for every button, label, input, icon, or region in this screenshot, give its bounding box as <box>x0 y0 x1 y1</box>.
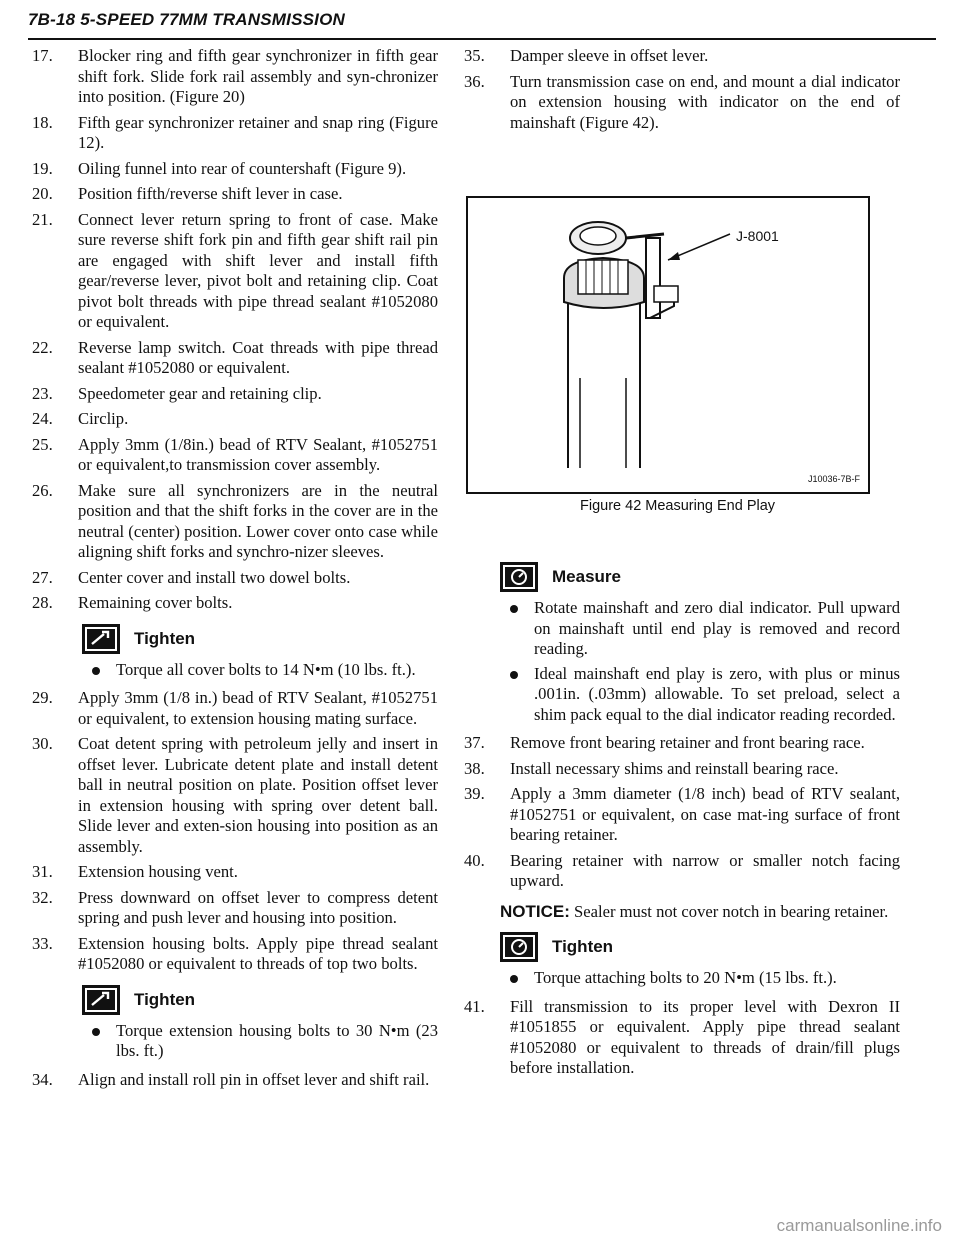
right-steps-c <box>460 997 900 1079</box>
step-text: Apply 3mm (1/8 in.) bead of RTV Sealant, #1052751 or equivalent, to extension housing mating surface. <box>78 688 438 728</box>
step-number: 32. <box>32 887 53 907</box>
step-number: 28. <box>32 593 53 612</box>
left-steps-b <box>28 688 438 975</box>
step-item <box>28 184 438 205</box>
figure-42 <box>466 196 870 494</box>
step-number: 34. <box>32 1069 53 1089</box>
step-text: Install necessary shims and reinstall bearing race. <box>510 758 839 778</box>
step-number: 37. <box>464 733 485 752</box>
page-header <box>28 8 936 40</box>
step-text: Coat detent spring with petroleum jelly and insert in offset lever. Lubricate detent plate and install detent ball in neutral position on plate. Position offset lever in extension housing with spring over detent ball. Slide lever and exten-sion housing into position as an assembly. <box>78 734 438 856</box>
right-steps-b <box>460 733 900 892</box>
step-item <box>28 888 438 929</box>
tighten-heading <box>500 932 900 962</box>
tighten-bullet: Torque all cover bolts to 14 N•m (10 lbs. ft.). <box>82 660 438 681</box>
step-text: Align and install roll pin in offset lever and shift rail. <box>78 1069 430 1089</box>
step-text: Remove front bearing retainer and front bearing race. <box>510 733 865 752</box>
step-item <box>460 997 900 1079</box>
step-text: Blocker ring and fifth gear synchronizer in fifth gear shift fork. Slide fork rail assembly and syn-chronizer into position. (Figure 20) <box>78 46 438 106</box>
dial-indicator-illustration <box>468 198 868 492</box>
step-text: Oiling funnel into rear of countershaft (Figure 9). <box>78 158 407 178</box>
left-steps-c <box>28 1070 438 1091</box>
bullet-dot-icon <box>92 1028 100 1036</box>
step-item <box>28 46 438 108</box>
step-number: 41. <box>464 996 485 1016</box>
tighten-label: Tighten <box>134 989 196 1009</box>
step-item <box>28 113 438 154</box>
step-item <box>28 481 438 563</box>
step-item <box>460 784 900 846</box>
step-item <box>460 72 900 134</box>
page-title: 7B-18 5-SPEED 77MM TRANSMISSION <box>28 10 345 29</box>
figure-caption: Figure 42 Measuring End Play <box>580 498 776 514</box>
step-number: 38. <box>464 758 485 778</box>
watermark: carmanualsonline.info <box>776 1216 942 1235</box>
tighten-bullet: Torque attaching bolts to 20 N•m (15 lbs. ft.). <box>500 968 900 989</box>
notice-label: NOTICE: <box>500 901 570 921</box>
notice <box>500 902 900 923</box>
step-number: 30. <box>32 734 53 753</box>
tighten-label: Tighten <box>552 937 614 956</box>
step-number: 29. <box>32 688 53 707</box>
step-number: 33. <box>32 933 53 953</box>
measure-bullet: Ideal mainshaft end play is zero, with plus or minus .001in. (.03mm) allowable. To set preload, select a shim pack equal to the dial indicator reading recorded. <box>500 664 900 726</box>
step-item <box>28 159 438 180</box>
step-text: Speedometer gear and retaining clip. <box>78 383 322 403</box>
tighten-heading <box>82 985 438 1015</box>
notice-text: Sealer must not cover notch in bearing retainer. <box>569 901 889 921</box>
step-number: 19. <box>32 158 53 178</box>
step-item <box>28 210 438 333</box>
step-text: Make sure all synchronizers are in the neutral position and that the shift forks in the cover are in the neutral (center) position. Lower cover onto case while aligning shift forks and synchro-nizer sleeves. <box>78 480 438 561</box>
step-item <box>28 384 438 405</box>
tighten-heading <box>82 624 438 654</box>
step-text: Remaining cover bolts. <box>78 593 233 612</box>
step-number: 17. <box>32 46 53 65</box>
step-item <box>460 46 900 67</box>
step-number: 31. <box>32 862 53 881</box>
bullet-dot-icon <box>510 671 518 679</box>
step-item <box>28 862 438 883</box>
step-text: Center cover and install two dowel bolts. <box>78 567 351 587</box>
left-column <box>28 46 438 1095</box>
tighten-block-3 <box>500 932 900 989</box>
torque-wrench-icon <box>82 985 120 1015</box>
step-item <box>28 734 438 857</box>
step-text: Connect lever return spring to front of case. Make sure reverse shift fork pin and fifth gear shift rail pin are engaged with shift lever and install fifth gear/reverse lever, pivot bolt and retaining clip. Coat pivot bolt threads with pipe thread sealant #1052080 or equivalent. <box>78 209 438 331</box>
measure-bullet: Rotate mainshaft and zero dial indicator. Pull upward on mainshaft until end play is removed and record reading. <box>500 598 900 660</box>
step-number: 40. <box>464 850 485 870</box>
tighten-label: Tighten <box>134 628 196 648</box>
step-text: Position fifth/reverse shift lever in case. <box>78 184 343 203</box>
step-item <box>28 934 438 975</box>
step-text: Damper sleeve in offset lever. <box>510 46 709 65</box>
measure-block <box>500 562 900 725</box>
step-text: Fill transmission to its proper level with Dexron II #1051855 or equivalent. Apply pipe thread sealant #1052080 or equivalent to threads of drain/fill plugs before installation. <box>510 996 900 1077</box>
step-item <box>460 851 900 892</box>
step-number: 36. <box>464 71 485 91</box>
tighten-block-1 <box>82 624 438 681</box>
step-text: Reverse lamp switch. Coat threads with pipe thread sealant #1052080 or equivalent. <box>78 337 438 377</box>
step-number: 23. <box>32 383 53 403</box>
step-text: Press downward on offset lever to compress detent spring and push lever and housing into position. <box>78 887 438 927</box>
step-item <box>460 759 900 780</box>
step-number: 24. <box>32 409 53 428</box>
measure-gauge-icon <box>500 932 538 962</box>
right-steps-a <box>460 46 900 133</box>
measure-bullets <box>500 598 900 725</box>
bullet-dot-icon <box>510 975 518 983</box>
measure-heading <box>500 562 900 592</box>
step-text: Bearing retainer with narrow or smaller notch facing upward. <box>510 850 900 890</box>
tighten-bullet: Torque extension housing bolts to 30 N•m (23 lbs. ft.) <box>82 1021 438 1062</box>
step-item <box>28 338 438 379</box>
step-text: Apply 3mm (1/8in.) bead of RTV Sealant, #1052751 or equivalent,to transmission cover assembly. <box>78 434 438 474</box>
figure-code: J10036-7B-F <box>807 474 860 484</box>
torque-wrench-icon <box>82 624 120 654</box>
step-item <box>28 435 438 476</box>
step-number: 39. <box>464 784 485 803</box>
measure-label: Measure <box>552 567 621 586</box>
step-item <box>28 1070 438 1091</box>
measure-gauge-icon <box>500 562 538 592</box>
right-column-lower <box>460 552 900 1084</box>
step-number: 21. <box>32 209 53 229</box>
step-item <box>28 593 438 614</box>
bullet-dot-icon <box>92 667 100 675</box>
bullet-dot-icon <box>510 605 518 613</box>
right-column <box>460 46 900 138</box>
step-text: Turn transmission case on end, and mount a dial indicator on extension housing with indicator on the end of mainshaft (Figure 42). <box>510 71 900 132</box>
step-number: 22. <box>32 337 53 357</box>
step-text: Circlip. <box>78 409 129 428</box>
step-number: 18. <box>32 112 53 132</box>
step-number: 20. <box>32 184 53 203</box>
tighten-block-2 <box>82 985 438 1062</box>
step-item <box>460 733 900 754</box>
figure-tool-label: J-8001 <box>736 228 779 244</box>
step-item <box>28 568 438 589</box>
step-number: 27. <box>32 567 53 587</box>
step-number: 26. <box>32 480 53 500</box>
step-item <box>28 409 438 430</box>
step-text: Extension housing bolts. Apply pipe thread sealant #1052080 or equivalent to threads of top two bolts. <box>78 933 438 973</box>
step-text: Apply a 3mm diameter (1/8 inch) bead of RTV sealant, #1052751 or equivalent, on case mat-ing surface of front bearing retainer. <box>510 784 900 844</box>
step-number: 25. <box>32 434 53 454</box>
step-item <box>28 688 438 729</box>
step-number: 35. <box>464 46 485 65</box>
step-text: Extension housing vent. <box>78 862 238 881</box>
step-text: Fifth gear synchronizer retainer and snap ring (Figure 12). <box>78 112 438 152</box>
left-steps-a <box>28 46 438 614</box>
